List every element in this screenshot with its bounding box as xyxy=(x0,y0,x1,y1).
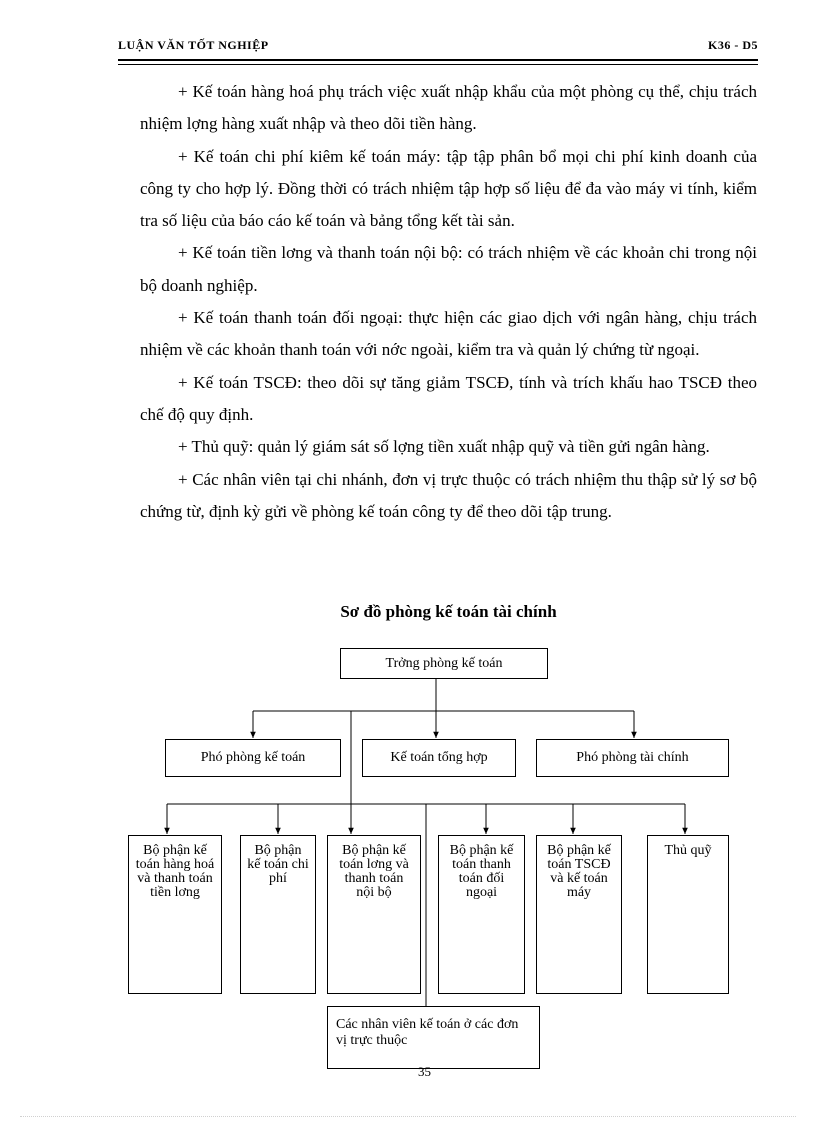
paragraph-branch-staff: + Các nhân viên tại chi nhánh, đơn vị trực thuộc có trách nhiệm thu thập sử lý sơ bộ chứng từ, định kỳ gửi về phòng kế toán công ty để theo dõi tập trung. xyxy=(140,469,757,521)
box-branch-staff: Các nhân viên kế toán ở các đơn vị trực thuộc xyxy=(327,1006,540,1069)
box-cost-accounting: Bộ phận kế toán chi phí xyxy=(240,835,316,994)
box-deputy-accounting: Phó phòng kế toán xyxy=(165,739,341,777)
box-goods-accounting: Bộ phận kế toán hàng hoá và thanh toán tiền lơng xyxy=(128,835,222,994)
footer-dotted-rule xyxy=(20,1116,796,1117)
diagram-title: Sơ đồ phòng kế toán tài chính xyxy=(340,602,557,621)
header-class-code: K36 - D5 xyxy=(708,38,758,52)
box-deputy-finance: Phó phòng tài chính xyxy=(536,739,729,777)
header-title: LUẬN VĂN TỐT NGHIỆP xyxy=(118,38,269,52)
paragraph-salary-accountant: + Kế toán tiền lơng và thanh toán nội bộ: có trách nhiệm về các khoản chi trong nội bộ doanh nghiệp. xyxy=(140,243,757,295)
box-fixed-assets-accounting: Bộ phận kế toán TSCĐ và kế toán máy xyxy=(536,835,622,994)
paragraph-cashier: + Thủ quỹ: quản lý giám sát số lợng tiền xuất nhập quỹ và tiền gửi ngân hàng. xyxy=(178,437,710,457)
paragraph-cost-accountant: + Kế toán chi phí kiêm kế toán máy: tập tập phân bổ mọi chi phí kinh doanh của công ty cho hợp lý. Đồng thời có trách nhiệm tập hợp số liệu để đa vào máy vi tính, kiểm tra số liệu của báo cáo kế toán và bảng tổng kết tài sản. xyxy=(140,146,757,231)
paragraph-foreign-payment-accountant: + Kế toán thanh toán đối ngoại: thực hiện các giao dịch với ngân hàng, chịu trách nhiệm về các khoản thanh toán với nớc ngoài, kiểm tra và quản lý chứng từ ngoại. xyxy=(140,308,757,360)
box-cashier: Thủ quỹ xyxy=(647,835,729,994)
paragraph-goods-accountant: + Kế toán hàng hoá phụ trách việc xuất nhập khẩu của một phòng cụ thể, chịu trách nhiệm lợng hàng xuất nhập và theo dõi tiền hàng. xyxy=(140,82,757,134)
box-chief-accountant: Trởng phòng kế toán xyxy=(340,648,548,679)
box-general-accountant: Kế toán tổng hợp xyxy=(362,739,516,777)
box-salary-accounting: Bộ phận kế toán lơng và thanh toán nội bộ xyxy=(327,835,421,994)
box-foreign-payment-accounting: Bộ phận kế toán thanh toán đối ngoại xyxy=(438,835,525,994)
page-number: 35 xyxy=(418,1064,431,1079)
paragraph-fixed-assets-accountant: + Kế toán TSCĐ: theo dõi sự tăng giảm TSCĐ, tính và trích khấu hao TSCĐ theo chế độ quy định. xyxy=(140,372,757,424)
